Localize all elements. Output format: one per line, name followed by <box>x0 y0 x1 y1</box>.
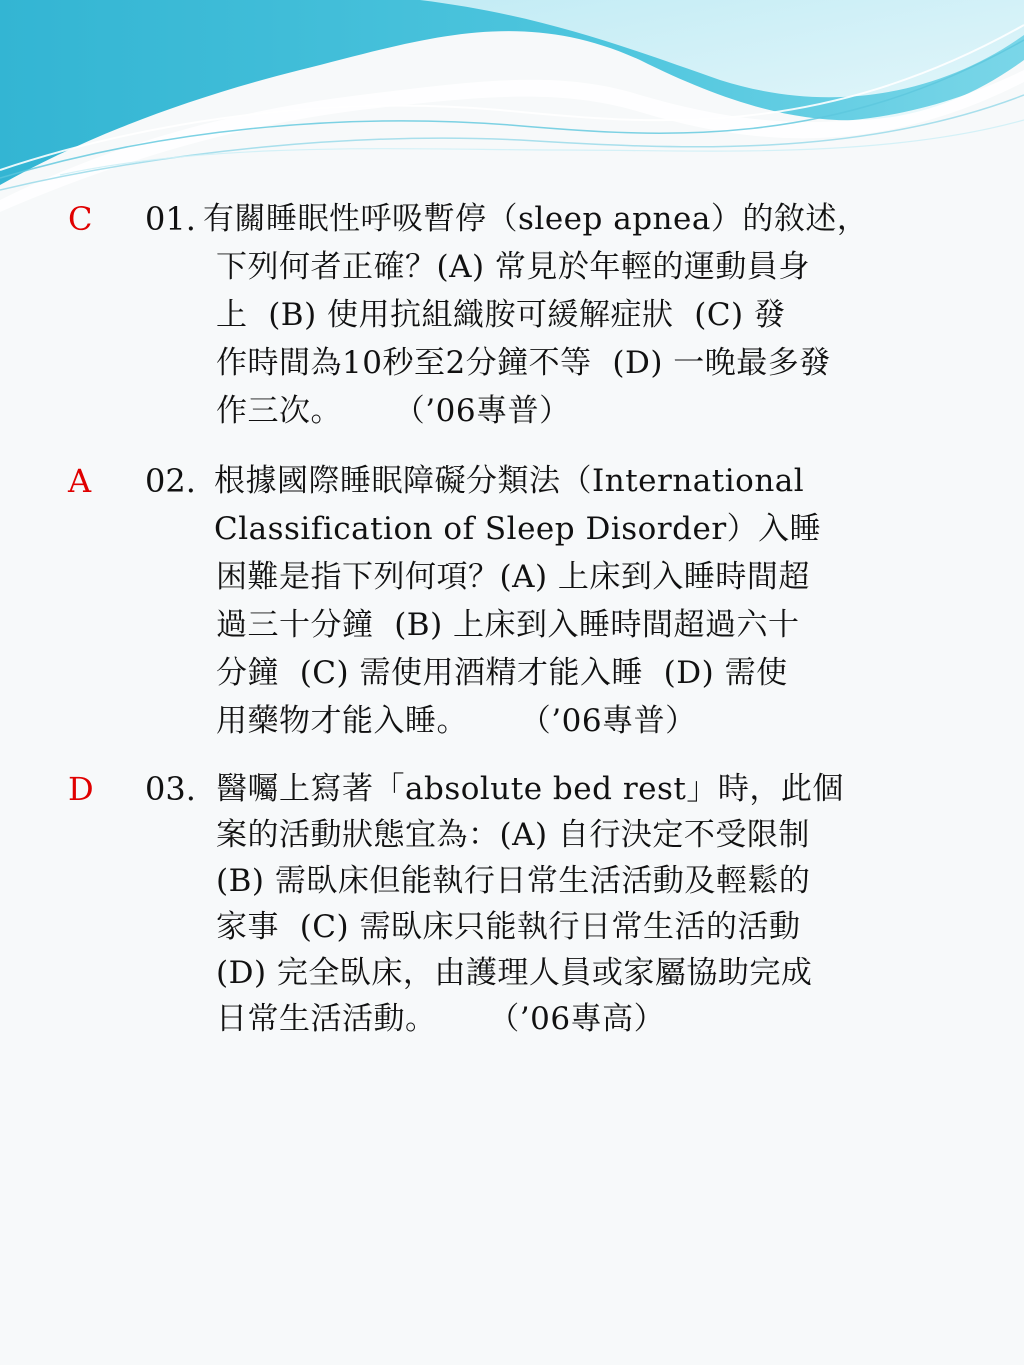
question-text-line: 用藥物才能入睡。 （’06專普） <box>216 703 697 739</box>
question-text-line: 家事 (C) 需臥床只能執行日常生活的活動 <box>216 909 801 945</box>
question-text-line: 日常生活活動。 （’06專高） <box>216 1001 666 1037</box>
question-number: 01. <box>145 200 196 238</box>
question-text-line: 作時間為10秒至2分鐘不等 (D) 一晚最多發 <box>216 345 831 381</box>
answer-key: C <box>68 200 93 238</box>
answer-key: D <box>68 770 94 808</box>
question-text-line: (B) 需臥床但能執行日常生活活動及輕鬆的 <box>216 863 811 899</box>
question-text-line: 過三十分鐘 (B) 上床到入睡時間超過六十 <box>216 607 800 643</box>
question-text-line: 上 (B) 使用抗組織胺可緩解症狀 (C) 發 <box>216 297 786 333</box>
question-text-line: 分鐘 (C) 需使用酒精才能入睡 (D) 需使 <box>216 655 788 691</box>
answer-key: A <box>68 462 92 500</box>
question-text-line: 醫囑上寫著「absolute bed rest」時，此個 <box>216 771 844 807</box>
question-text-line: Classification of Sleep Disorder）入睡 <box>214 511 822 547</box>
question-text-line: 根據國際睡眠障礙分類法（International <box>214 463 805 499</box>
question-text-line: 案的活動狀態宜為：(A) 自行決定不受限制 <box>216 817 810 853</box>
question-number: 03. <box>145 770 196 808</box>
question-text-line: 作三次。 （’06專普） <box>216 393 571 429</box>
question-text-line: 下列何者正確？(A) 常見於年輕的運動員身 <box>216 249 810 285</box>
question-text-line: 困難是指下列何項？(A) 上床到入睡時間超 <box>216 559 810 595</box>
question-number: 02. <box>145 462 196 500</box>
question-text-line: 有關睡眠性呼吸暫停（sleep apnea）的敘述， <box>203 201 869 237</box>
question-text-line: (D) 完全臥床，由護理人員或家屬協助完成 <box>216 955 813 991</box>
